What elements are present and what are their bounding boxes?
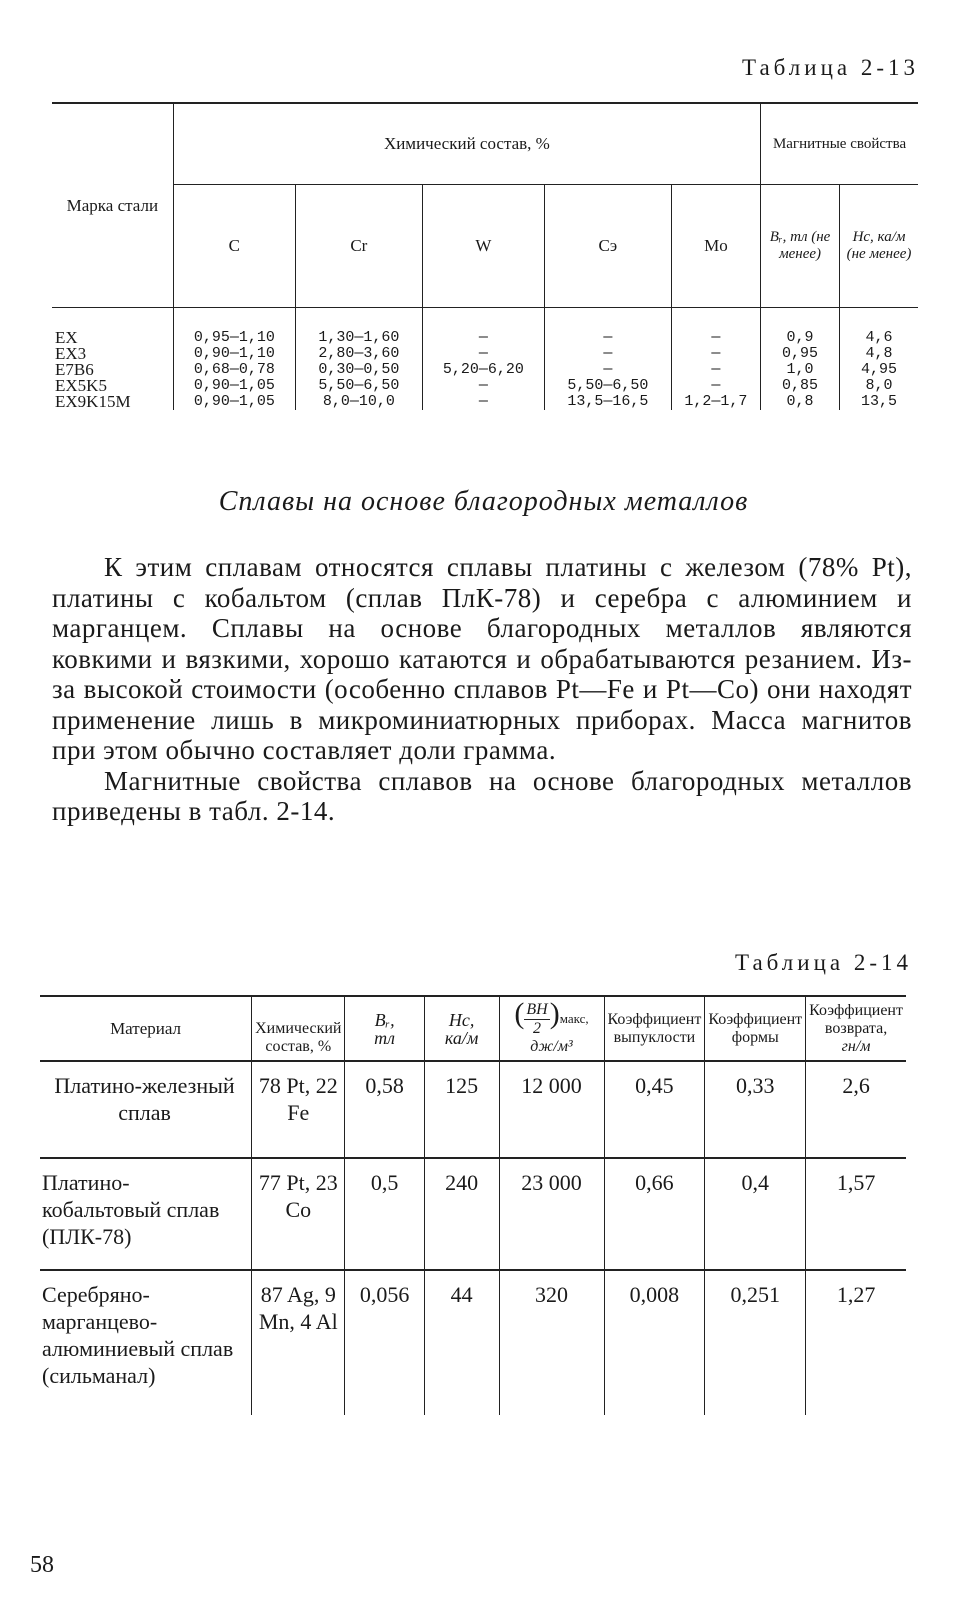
t13-row-3-hc: 8,0	[840, 378, 918, 394]
t13-row-2-grade: E7B6	[55, 360, 94, 379]
header-mo: Mo	[671, 185, 760, 308]
body-text	[52, 552, 912, 827]
t14-row-1-k-conv: 0,66	[604, 1158, 705, 1270]
header-br-unit: тл	[374, 1027, 396, 1048]
t14-row-2-hc: 44	[424, 1270, 499, 1415]
header-w: W	[422, 185, 544, 308]
t13-row-1-w: —	[422, 346, 544, 362]
header-mag-group: Магнитные свойства	[761, 103, 918, 185]
t13-row-0-hc: 4,6	[840, 308, 918, 347]
paragraph-2: Магнитные свойства сплавов на основе благородных металлов приведены в табл. 2-14.	[52, 765, 912, 826]
paragraph-1: К этим сплавам относятся сплавы платины с железом (78% Pt), платины с кобальтом (сплав ПлК-78) и серебра с алюминием и марганцем. Сплавы на основе благородных металлов являются ковкими и вязкими, хорошо катаются и обрабатываются резанием. Из-за высокой стоимости (особенно сплавов Pt—Fe и Pt—Co) они находят применение лишь в микроминиатюрных приборах. Масса магнитов при этом обычно составляет доли грамма.	[52, 552, 912, 765]
t13-row-0-mo: —	[671, 308, 760, 347]
t13-row-4-co: 13,5—16,5	[545, 394, 672, 410]
t14-row-0-hc: 125	[424, 1061, 499, 1158]
t13-row-1-cr: 2,80—3,60	[295, 346, 422, 362]
t14-row-0-br: 0,58	[345, 1061, 424, 1158]
t14-row-0-k-conv: 0,45	[604, 1061, 705, 1158]
t13-row-2-cr: 0,30—0,50	[295, 362, 422, 378]
table-13	[52, 102, 918, 410]
page-number: 58	[30, 1552, 54, 1578]
header-hc-symbol: Hc,	[448, 1009, 475, 1030]
t13-row-0-cr: 1,30—1,60	[295, 308, 422, 347]
t14-row-1-chem: 77 Pt, 23 Co	[252, 1158, 345, 1270]
t13-row-1-br: 0,95	[761, 346, 840, 362]
t13-row-1-mo: —	[671, 346, 760, 362]
header-k-conv: Коэффициент выпуклости	[604, 996, 705, 1061]
t14-row-2-k-form: 0,251	[705, 1270, 806, 1415]
t13-row-2-hc: 4,95	[840, 362, 918, 378]
header-co: Cэ	[545, 185, 672, 308]
header-chem: Химический состав, %	[252, 996, 345, 1061]
bh-fraction	[524, 1001, 549, 1038]
header-bh: ( $\frac{BH}{2}$ )макс, дж/м³	[499, 996, 604, 1061]
bh-unit: дж/м³	[530, 1038, 573, 1055]
table-14-caption: Таблица 2-14	[734, 950, 912, 975]
t13-row-3-w: —	[422, 378, 544, 394]
t14-row-1-material: Платино-кобальтовый сплав (ПЛК-78)	[40, 1158, 252, 1270]
t13-row-2-mo: —	[671, 362, 760, 378]
header-cr: Cr	[295, 185, 422, 308]
t13-row-2-w: 5,20—6,20	[422, 362, 544, 378]
t13-row-3-cr: 5,50—6,50	[295, 378, 422, 394]
t14-row-1-bh: 23 000	[499, 1158, 604, 1270]
header-hc-unit: ка/м	[444, 1027, 479, 1048]
t13-row-2-c: 0,68—0,78	[173, 362, 295, 378]
t14-row-0-bh: 12 000	[499, 1061, 604, 1158]
t13-row-4-c: 0,90—1,05	[173, 394, 295, 410]
header-k-ret-unit: гн/м	[841, 1037, 871, 1055]
bh-denominator: 2	[533, 1020, 542, 1037]
t14-row-2-chem: 87 Ag, 9 Mn, 4 Al	[252, 1270, 345, 1415]
t14-row-0-chem: 78 Pt, 22 Fe	[252, 1061, 345, 1158]
table-13-caption: Таблица 2-13	[741, 55, 919, 80]
header-br	[345, 996, 424, 1061]
header-hc	[424, 996, 499, 1061]
t14-row-1-k-form: 0,4	[705, 1158, 806, 1270]
t13-row-4-grade: EX9K15M	[55, 392, 131, 411]
bh-subscript: макс,	[559, 1011, 589, 1027]
t14-row-0-k-form: 0,33	[705, 1061, 806, 1158]
t13-row-0-co: —	[545, 308, 672, 347]
t13-row-3-co: 5,50—6,50	[545, 378, 672, 394]
t13-row-0-c: 0,95—1,10	[173, 308, 295, 347]
t13-row-2-br: 1,0	[761, 362, 840, 378]
t13-row-4-hc: 13,5	[840, 394, 918, 410]
header-material: Материал	[40, 996, 252, 1061]
header-k-ret-label: Коэффициент возврата,	[809, 1001, 903, 1037]
t14-row-2-br: 0,056	[345, 1270, 424, 1415]
t13-row-0-w: —	[422, 308, 544, 347]
t14-row-2-k-ret: 1,27	[806, 1270, 906, 1415]
t14-row-2-bh: 320	[499, 1270, 604, 1415]
t13-row-1-hc: 4,8	[840, 346, 918, 362]
t13-row-3-br: 0,85	[761, 378, 840, 394]
t13-row-4-cr: 8,0—10,0	[295, 394, 422, 410]
header-c: C	[173, 185, 295, 308]
header-chem-group: Химический состав, %	[173, 103, 760, 185]
t13-row-4-br: 0,8	[761, 394, 840, 410]
header-br-symbol: Bᵣ,	[374, 1009, 395, 1030]
header-grade: Марка стали	[52, 103, 173, 308]
t13-row-1-grade: EX3	[55, 344, 87, 363]
t14-row-1-hc: 240	[424, 1158, 499, 1270]
t13-row-2-co: —	[545, 362, 672, 378]
t13-row-0-br: 0,9	[761, 308, 840, 347]
bh-numerator: BH	[526, 1001, 548, 1018]
header-k-form: Коэффициент формы	[705, 996, 806, 1061]
t13-row-4-w: —	[422, 394, 544, 410]
t14-row-2-k-conv: 0,008	[604, 1270, 705, 1415]
t13-row-3-mo: —	[671, 378, 760, 394]
t14-row-1-br: 0,5	[345, 1158, 424, 1270]
t14-row-0-material: Платино-железный сплав	[40, 1061, 252, 1158]
t14-row-0-k-ret: 2,6	[806, 1061, 906, 1158]
t14-row-2-material: Серебряно-марганцево-алюминиевый сплав (сильманал)	[42, 1282, 234, 1388]
header-br: Bᵣ, тл (не менее)	[761, 185, 840, 308]
section-heading: Сплавы на основе благородных металлов	[218, 486, 749, 517]
t13-row-1-co: —	[545, 346, 672, 362]
t13-row-4-mo: 1,2—1,7	[671, 394, 760, 410]
table-14	[40, 995, 906, 1415]
t13-row-3-c: 0,90—1,05	[173, 378, 295, 394]
header-k-ret	[806, 996, 906, 1061]
t13-row-3-grade: EX5K5	[55, 376, 107, 395]
t13-row-1-c: 0,90—1,10	[173, 346, 295, 362]
t14-row-1-k-ret: 1,57	[806, 1158, 906, 1270]
t13-row-0-grade: EX	[55, 328, 78, 347]
header-hc: Hc, ка/м (не менее)	[840, 185, 918, 308]
